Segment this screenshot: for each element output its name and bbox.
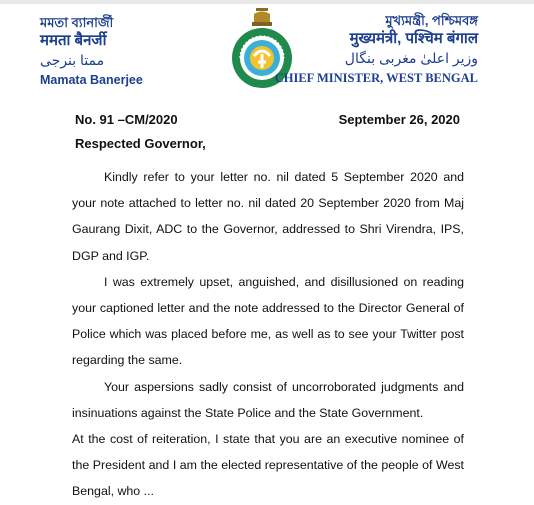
name-bengali: মমতা ব্যানার্জী xyxy=(40,15,114,30)
paragraph-4: At the cost of reiteration, I state that you are an executive nominee of the President and I am the elected representative of the people of West Bengal, who ... xyxy=(72,432,464,499)
salutation: Respected Governor, xyxy=(75,136,206,151)
letter-body xyxy=(72,164,464,505)
paragraph-1: Kindly refer to your letter no. nil dated 5 September 2020 and your note attached to letter no. nil dated 20 September 2020 from Maj Gaurang Dixit, ADC to the Governor, addressed to Shri Virendra, IPS, DGP and IGP. xyxy=(72,170,464,263)
title-hindi: मुख्यमंत्री, पश्चिम बंगाल xyxy=(349,30,478,47)
letter-reference-number: No. 91 –CM/2020 xyxy=(75,112,178,127)
name-english: Mamata Banerjee xyxy=(40,73,143,87)
top-edge xyxy=(0,0,534,4)
name-hindi: ममता बैनर्जी xyxy=(40,32,107,49)
paragraph-3: Your aspersions sadly consist of uncorroborated judgments and insinuations against the State Police and the State Government. xyxy=(72,379,464,420)
letter-date: September 26, 2020 xyxy=(338,112,460,127)
title-bengali: মুখ্যমন্ত্রী, পশ্চিমবঙ্গ xyxy=(385,13,478,28)
paragraph-2: I was extremely upset, anguished, and disillusioned on reading your captioned letter and the note addressed to the Director General of Police which was placed before me, as well as to see your Twitter post regarding the same. xyxy=(72,274,464,368)
title-english: CHIEF MINISTER, WEST BENGAL xyxy=(274,71,478,85)
letterhead-left xyxy=(40,14,143,88)
name-urdu: ممتا بنرجی xyxy=(40,52,105,68)
letterhead-right xyxy=(275,12,478,86)
title-urdu: وزیر اعلیٰ مغربی بنگال xyxy=(344,50,478,66)
